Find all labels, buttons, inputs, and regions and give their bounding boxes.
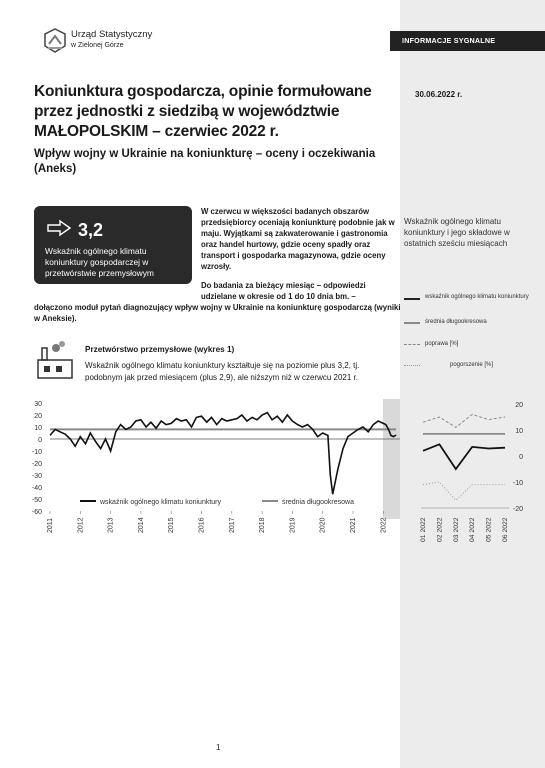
page-title: Koniunktura gospodarcza, opinie formułowane przez jednostki z siedzibą w województwie MAŁOPOLSKIM – czerwiec 2022 r. — [34, 83, 372, 140]
section-title: Przetwórstwo przemysłowe (wykres 1) — [85, 345, 235, 354]
x-tick-label: 05 2022 — [485, 517, 493, 542]
legend-swatch-deterioration — [404, 365, 420, 366]
legend-swatch-average — [404, 322, 420, 324]
legend-label-deterioration: pogorszenie [%] — [450, 362, 494, 368]
legend-label: średnia długookresowa — [282, 499, 354, 506]
y-tick-label: 0 — [519, 454, 523, 461]
y-tick-label: -10 — [512, 480, 523, 487]
legend-label-index: wskaźnik ogólnego klimatu koniunktury — [425, 294, 529, 300]
highlight-description: Wskaźnik ogólnego klimatu koniunktury gospodarczej w przetwórstwie przemysłowym — [45, 246, 154, 278]
x-tick-label: 01 2022 — [420, 517, 427, 542]
x-tick-label: 2015 — [168, 517, 176, 533]
y-tick-label: -60 — [31, 509, 42, 516]
x-tick-label: 2019 — [289, 517, 297, 533]
series-line — [423, 414, 505, 427]
y-tick-label: 0 — [38, 437, 42, 444]
arrow-right-icon — [46, 219, 72, 237]
lead-paragraph-3: dołączono moduł pytań diagnozujący wpływ wojny w Ukrainie na koniunkturę gospodarczą (wyniki w Aneksie). — [34, 303, 401, 323]
y-tick-label: -10 — [31, 449, 42, 456]
x-tick-label: 2014 — [137, 517, 145, 533]
series-line — [423, 482, 505, 500]
legend-swatch-improvement — [404, 344, 420, 345]
page-subtitle: Wpływ wojny w Ukrainie na koniunkturę – oceny i oczekiwania (Aneks) — [34, 148, 376, 175]
y-tick-label: -20 — [31, 461, 42, 468]
highlight-box — [34, 206, 192, 284]
x-tick-label: 2021 — [350, 517, 358, 533]
logo-line-2: w Zielonej Górze — [71, 42, 124, 49]
legend-label-improvement: poprawa [%] — [425, 341, 459, 347]
report-type-badge: INFORMACJE SYGNALNE — [390, 31, 545, 51]
legend-label: wskaźnik ogólnego klimatu koniunktury — [100, 499, 222, 506]
highlight-value: 3,2 — [78, 220, 104, 240]
publication-date: 30.06.2022 r. — [415, 90, 463, 99]
y-tick-label: 10 — [515, 428, 523, 435]
current-period-band — [383, 399, 400, 519]
y-tick-label: 30 — [34, 401, 42, 408]
x-tick-label: 2011 — [47, 517, 54, 533]
page-number: 1 — [216, 743, 221, 752]
y-tick-label: -20 — [512, 506, 523, 513]
x-tick-label: 2022 — [380, 517, 388, 533]
series-line — [50, 413, 396, 495]
x-tick-label: 02 2022 — [436, 517, 444, 542]
statistics-office-logo-icon — [42, 26, 68, 56]
x-tick-label: 2020 — [319, 517, 327, 533]
lead-paragraph-1: W czerwcu w większości badanych obszarów przedsiębiorcy oceniają koniunkturę podobnie jak w maju. Wyjątkami są zakwaterowanie i gastronomia oraz handel hurtowy, gdzie oceny spadły oraz transport i gospodarka magazynowa, gdzie oceny wzrosły. — [201, 207, 395, 271]
y-tick-label: 10 — [34, 425, 42, 432]
section-text: Wskaźnik ogólnego klimatu koniunktury kształtuje się na poziomie plus 3,2, tj. podobnym jak przed miesiącem (plus 2,9), ale niższym niż w czerwcu 2021 r. — [85, 361, 360, 382]
legend-label-average: średnia długookresowa — [425, 319, 487, 325]
x-tick-label: 2012 — [77, 517, 85, 533]
series-line — [423, 444, 505, 469]
main-line-chart — [30, 395, 430, 535]
x-tick-label: 2018 — [259, 517, 267, 533]
y-tick-label: -50 — [31, 497, 42, 504]
x-tick-label: 06 2022 — [502, 517, 509, 542]
factory-icon — [34, 340, 76, 380]
logo — [42, 26, 172, 56]
x-tick-label: 03 2022 — [452, 517, 460, 542]
y-tick-label: -40 — [31, 485, 42, 492]
right-sidebar — [400, 0, 545, 768]
y-tick-label: 20 — [515, 402, 523, 409]
x-tick-label: 04 2022 — [469, 517, 477, 542]
y-tick-label: 20 — [34, 413, 42, 420]
sidebar-heading: Wskaźnik ogólnego klimatu koniunktury i jego składowe w ostatnich sześciu miesiącach — [404, 217, 510, 248]
x-tick-label: 2013 — [107, 517, 115, 533]
x-tick-label: 2017 — [228, 517, 236, 533]
lead-paragraph-2: Do badania za bieżący miesiąc – odpowiedzi udzielane w okresie od 1 do 10 dnia bm. – — [201, 281, 366, 301]
sidebar-line-chart — [415, 398, 535, 548]
y-tick-label: -30 — [31, 473, 42, 480]
legend-swatch-index — [404, 298, 420, 300]
logo-line-1: Urząd Statystyczny — [71, 29, 153, 40]
x-tick-label: 2016 — [198, 517, 206, 533]
